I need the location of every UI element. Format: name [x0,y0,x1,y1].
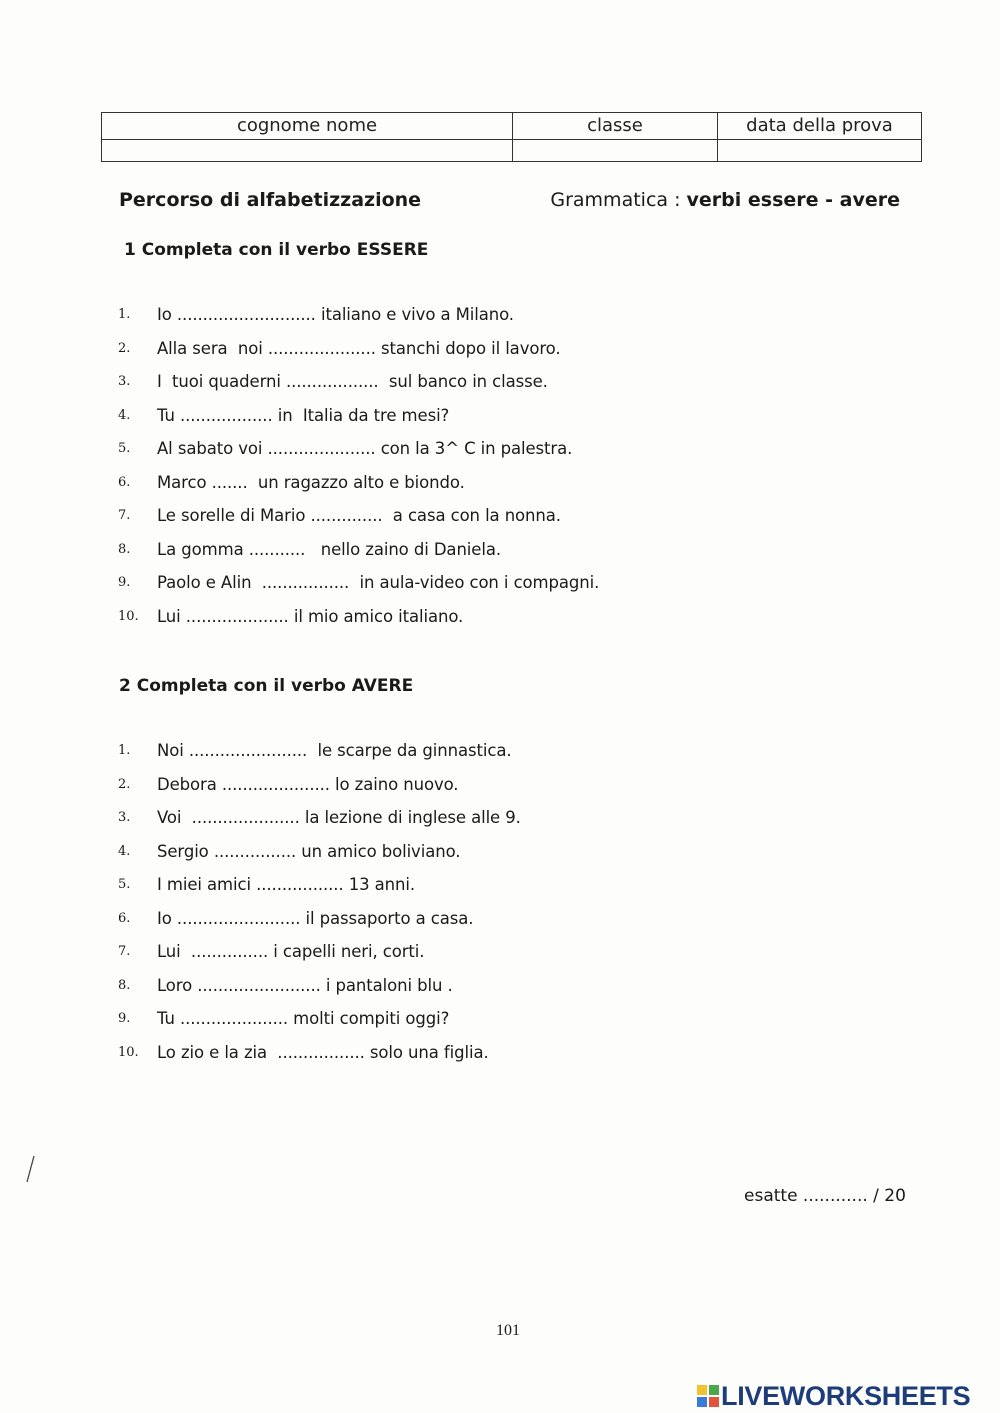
score-line: esatte ............ / 20 [744,1186,906,1206]
surname-name-header: cognome nome [102,113,513,140]
item-sentence[interactable]: I tuoi quaderni .................. sul banco in classe. [157,372,548,391]
item-sentence[interactable]: Debora ..................... lo zaino nuovo. [157,775,459,794]
item-number: 5. [118,441,131,456]
item-number: 8. [118,542,131,557]
item-sentence[interactable]: Tu .................. in Italia da tre mesi? [157,406,450,425]
page-number: 101 [496,1322,520,1339]
item-sentence[interactable]: Voi ..................... la lezione di inglese alle 9. [157,808,521,827]
grammar-topic-name: verbi essere - avere [686,189,900,211]
item-sentence[interactable]: Paolo e Alin ................. in aula-video con i compagni. [157,573,600,592]
class-header: classe [513,113,718,140]
item-sentence[interactable]: Marco ....... un ragazzo alto e biondo. [157,473,465,492]
exercise-item [118,473,465,497]
exercise-item [118,406,449,430]
exercise-item [118,1009,449,1033]
test-date-header: data della prova [718,113,922,140]
liveworksheets-logo-icon [697,1385,719,1407]
item-number: 3. [118,374,131,389]
item-sentence[interactable]: Lui .................... il mio amico italiano. [157,607,464,626]
item-number: 2. [118,777,131,792]
exercise-item [118,875,415,899]
exercise-item [118,607,463,631]
exercise-item [118,976,453,1000]
item-sentence[interactable]: Io ........................... italiano e vivo a Milano. [157,305,514,324]
item-number: 9. [118,1011,131,1026]
item-number: 10. [118,609,139,624]
pen-mark [18,1150,48,1190]
exercise-item [118,1043,489,1067]
item-number: 4. [118,408,131,423]
exercise-item [118,808,521,832]
item-sentence[interactable]: Lo zio e la zia ................. solo una figlia. [157,1043,489,1062]
item-sentence[interactable]: I miei amici ................. 13 anni. [157,875,416,894]
item-sentence[interactable]: Io ........................ il passaporto a casa. [157,909,474,928]
exercise-item [118,372,548,396]
exercise-item [118,540,501,564]
exercise-heading: 1 Completa con il verbo ESSERE [124,240,429,260]
exercise-item [118,439,572,463]
item-number: 7. [118,508,131,523]
exercise-item [118,775,458,799]
item-sentence[interactable]: Al sabato voi ..................... con la 3^ C in palestra. [157,439,573,458]
exercise-item [118,506,561,530]
liveworksheets-brand [697,1381,970,1411]
item-number: 1. [118,743,131,758]
item-sentence[interactable]: Le sorelle di Mario .............. a casa con la nonna. [157,506,561,525]
liveworksheets-wordmark: LIVEWORKSHEETS [721,1380,971,1411]
item-number: 3. [118,810,131,825]
item-number: 10. [118,1045,139,1060]
item-sentence[interactable]: La gomma ........... nello zaino di Daniela. [157,540,501,559]
test-date-field[interactable] [718,140,922,162]
surname-name-field[interactable] [102,140,513,162]
item-number: 6. [118,475,131,490]
course-title: Percorso di alfabetizzazione [119,189,422,211]
item-sentence[interactable]: Lui ............... i capelli neri, corti. [157,942,425,961]
student-info-table [101,112,922,162]
grammar-topic [550,189,900,211]
grammar-label: Grammatica : [550,189,687,211]
exercise-item [118,305,514,329]
item-sentence[interactable]: Loro ........................ i pantaloni blu . [157,976,453,995]
item-sentence[interactable]: Noi ....................... le scarpe da ginnastica. [157,741,512,760]
exercise-item [118,573,599,597]
item-number: 9. [118,575,131,590]
item-number: 4. [118,844,131,859]
item-number: 1. [118,307,131,322]
item-sentence[interactable]: Sergio ................ un amico boliviano. [157,842,461,861]
item-sentence[interactable]: Tu ..................... molti compiti oggi? [157,1009,450,1028]
item-number: 5. [118,877,131,892]
exercise-item [118,942,424,966]
class-field[interactable] [513,140,718,162]
exercise-heading: 2 Completa con il verbo AVERE [119,676,414,696]
item-number: 2. [118,341,131,356]
item-number: 7. [118,944,131,959]
item-sentence[interactable]: Alla sera noi ..................... stanchi dopo il lavoro. [157,339,561,358]
exercise-item [118,339,561,363]
exercise-item [118,842,460,866]
exercise-item [118,741,512,765]
item-number: 8. [118,978,131,993]
item-number: 6. [118,911,131,926]
exercise-item [118,909,473,933]
